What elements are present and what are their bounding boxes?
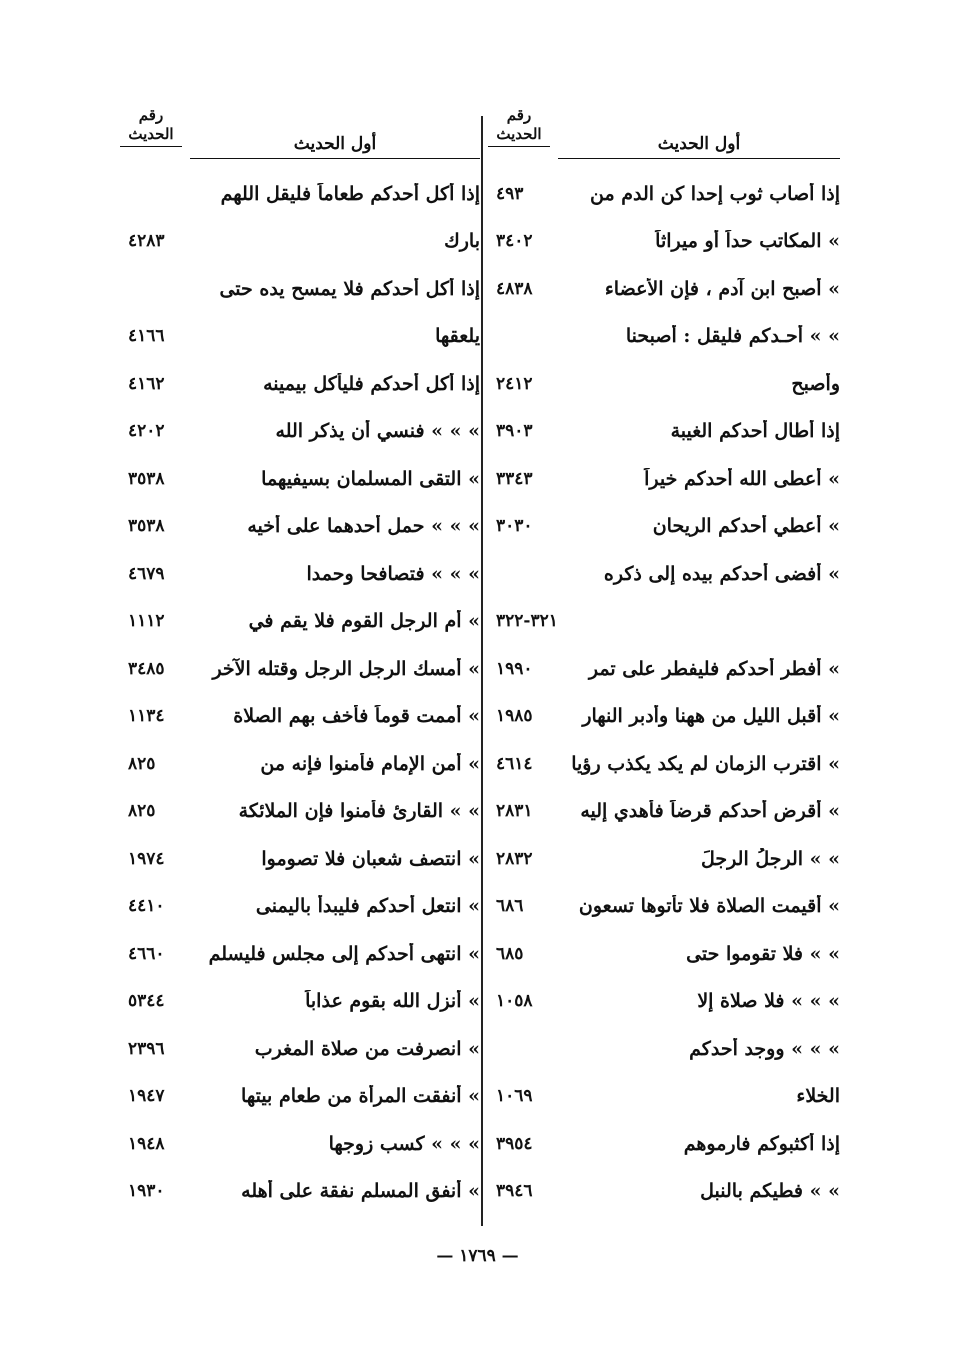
hadith-number: ٣٤٠٢ — [496, 231, 533, 252]
heading-raqm: رقم — [138, 106, 164, 124]
hadith-opening-text: » اقترب الزمان لم يكد يكذب رؤيا — [571, 752, 840, 775]
hadith-number: ٨٢٥ — [128, 753, 156, 774]
hadith-number: ٤٢٠٢ — [128, 421, 165, 442]
index-entry — [120, 408, 480, 456]
index-entry — [120, 693, 480, 741]
index-entry — [120, 360, 480, 408]
hadith-opening-text: » » الرجلُ الرجلَ — [701, 847, 840, 870]
hadith-number-heading — [120, 106, 182, 147]
index-entry — [120, 170, 480, 218]
hadith-number-heading — [488, 106, 550, 147]
hadith-opening-text: » انتهى أحدكم إلى مجلس فليسلم — [208, 942, 480, 965]
index-entry — [488, 598, 840, 646]
hadith-number: ٣٩٥٤ — [496, 1133, 533, 1154]
index-entry — [488, 455, 840, 503]
index-entry — [120, 835, 480, 883]
index-entry — [488, 1073, 840, 1121]
hadith-number: ٤١٦٢ — [128, 373, 165, 394]
hadith-opening-text: » أقبل الليل من ههنا وأدبر النهار — [582, 705, 840, 728]
hadith-opening-text: » أنزل الله بقوم عذاباً — [305, 990, 480, 1013]
index-entry — [488, 740, 840, 788]
hadith-number: ٣٩٤٦ — [496, 1181, 533, 1202]
index-entry — [488, 930, 840, 978]
index-entry — [120, 503, 480, 551]
hadith-number: ٢٨٣٢ — [496, 848, 533, 869]
hadith-number: ٨٢٥ — [128, 801, 156, 822]
index-entry — [488, 360, 840, 408]
index-entry — [488, 313, 840, 361]
hadith-opening-text: إذا أطال أحدكم الغيبة — [670, 420, 840, 443]
index-entry — [120, 598, 480, 646]
hadith-opening-text: » أقيمت الصلاة فلا تأتوها تسعون — [578, 895, 840, 918]
index-entry — [120, 313, 480, 361]
heading-hadith: الحديث — [488, 125, 550, 147]
hadith-start-heading: أول الحديث — [190, 134, 480, 159]
left-column — [120, 100, 480, 1215]
right-column — [488, 100, 840, 1215]
hadith-number: ١٠٥٨ — [496, 991, 533, 1012]
index-entry — [488, 265, 840, 313]
hadith-opening-text: » أمسك الرجل الرجل وقتله الآخر — [212, 657, 480, 680]
index-entry — [488, 1120, 840, 1168]
hadith-number: ٣٤٨٥ — [128, 658, 165, 679]
hadith-opening-text: » أفطر أحدكم فليفطر على تمر — [588, 657, 840, 680]
index-entry — [488, 883, 840, 931]
hadith-opening-text: » أمن الإمام فأمنوا فإنه من — [260, 752, 480, 775]
hadith-number: ٤٦٦٠ — [128, 943, 165, 964]
hadith-opening-text: » أنفقت المرأة من طعام بيتها — [241, 1085, 480, 1108]
index-entry — [120, 740, 480, 788]
index-entry — [120, 1025, 480, 1073]
index-entry — [488, 788, 840, 836]
hadith-number: ٢٤١٢ — [496, 373, 533, 394]
hadith-number: ١٩٧٤ — [128, 848, 165, 869]
hadith-opening-text: » أفضى أحدكم بيده إلى ذكره — [603, 562, 840, 585]
hadith-number: ١٩٩٠ — [496, 658, 533, 679]
hadith-opening-text: إذا أصاب ثوب إحدا كن الدم من — [589, 182, 840, 205]
index-entry — [120, 455, 480, 503]
hadith-number: ٣٣٤٣ — [496, 468, 533, 489]
hadith-opening-text: يلعقها — [435, 325, 480, 348]
hadith-opening-text: » انتعل أحدكم فليبدأ باليمنى — [255, 895, 480, 918]
hadith-start-heading: أول الحديث — [558, 134, 840, 159]
hadith-opening-text: » » القارئ فأمنوا فإن الملائكة — [238, 800, 480, 823]
index-entry — [120, 883, 480, 931]
hadith-opening-text: » التقى المسلمان بسيفيهما — [261, 467, 480, 490]
hadith-number: ٤٨٣٨ — [496, 278, 533, 299]
page-number: — ١٧٦٩ — — [436, 1246, 519, 1266]
hadith-number: ١٩٨٥ — [496, 706, 533, 727]
hadith-number: ٣٥٣٨ — [128, 468, 165, 489]
hadith-number: ١٩٤٧ — [128, 1086, 165, 1107]
hadith-number: ٤٩٣ — [496, 183, 524, 204]
hadith-number: ١٠٦٩ — [496, 1086, 533, 1107]
hadith-opening-text: » انتصف شعبان فلا تصوموا — [261, 847, 480, 870]
index-entry — [488, 218, 840, 266]
index-entry — [120, 550, 480, 598]
hadith-opening-text: » أعطي أحدكم الريحان — [652, 515, 840, 538]
hadith-number: ٣٥٣٨ — [128, 516, 165, 537]
heading-raqm: رقم — [506, 106, 532, 124]
index-entry — [488, 170, 840, 218]
hadith-opening-text: بارك — [444, 230, 480, 253]
hadith-opening-text: » » » ووجد أحدكم — [689, 1037, 840, 1060]
hadith-opening-text: » » » فلا صلاة إلا — [697, 990, 840, 1013]
index-entry — [488, 503, 840, 551]
hadith-number: ٢٨٣١ — [496, 801, 533, 822]
right-column-header — [488, 100, 840, 170]
hadith-number: ٢٣٩٦ — [128, 1038, 165, 1059]
hadith-opening-text: » » » كسب زوجها — [328, 1132, 480, 1155]
hadith-number: ٤٦١٤ — [496, 753, 533, 774]
hadith-number: ١٩٤٨ — [128, 1133, 165, 1154]
hadith-opening-text: » أممت قوماً فأخف بهم الصلاة — [233, 705, 480, 728]
hadith-number: ٣٩٠٣ — [496, 421, 533, 442]
hadith-number: ٤٤١٠ — [128, 896, 165, 917]
hadith-opening-text: الخلاء — [796, 1085, 840, 1108]
index-entry — [120, 978, 480, 1026]
index-entry — [488, 1168, 840, 1216]
hadith-opening-text: » أنفق المسلم نفقة على أهله — [241, 1180, 480, 1203]
index-entry — [120, 1120, 480, 1168]
left-column-header — [120, 100, 480, 170]
hadith-number: ٦٨٥ — [496, 943, 524, 964]
hadith-opening-text: إذا أكل أحدكم طعاماً فليقل اللهم — [220, 182, 480, 205]
hadith-number: ٣٢١-٣٢٢ — [496, 611, 558, 632]
hadith-number: ١١١٢ — [128, 611, 165, 632]
hadith-number: ٤١٦٦ — [128, 326, 165, 347]
column-divider — [481, 116, 483, 1226]
hadith-opening-text: » انصرفت من صلاة المغرب — [254, 1037, 480, 1060]
index-entry — [488, 693, 840, 741]
hadith-opening-text: » » » حمل أحدهما على أخيه — [247, 515, 480, 538]
hadith-number: ٥٣٤٤ — [128, 991, 165, 1012]
hadith-opening-text: » » » فنسي أن يذكر الله — [275, 420, 480, 443]
hadith-number: ٤٦٧٩ — [128, 563, 165, 584]
hadith-number: ٦٨٦ — [496, 896, 524, 917]
hadith-opening-text: » أقرض أحدكم قرضاً فأهدي إليه — [580, 800, 840, 823]
hadith-opening-text: إذا أكل أحدكم فلا يمسح يده حتى — [219, 277, 480, 300]
index-entry — [120, 930, 480, 978]
hadith-opening-text: » » أحـدكم فليقل : أصبحنا — [625, 325, 840, 348]
index-entry — [120, 218, 480, 266]
index-entry — [488, 1025, 840, 1073]
heading-hadith: الحديث — [120, 125, 182, 147]
right-entries — [488, 170, 840, 1215]
index-entry — [488, 550, 840, 598]
index-entry — [488, 408, 840, 456]
hadith-opening-text: إذا أكثبوكم فارموهم — [683, 1132, 840, 1155]
index-entry — [488, 978, 840, 1026]
hadith-opening-text: وأصبح — [791, 372, 840, 395]
hadith-number: ٣٠٣٠ — [496, 516, 533, 537]
index-entry — [120, 788, 480, 836]
hadith-opening-text: » » فطيكم بالنبل — [700, 1180, 840, 1203]
hadith-opening-text: » أصبح ابن آدم ، فإن الأعضاء — [604, 277, 840, 300]
index-entry — [120, 1168, 480, 1216]
hadith-opening-text: إذا أكل أحدكم فليأكل بيمينه — [263, 372, 480, 395]
index-entry — [120, 645, 480, 693]
hadith-number: ٤٢٨٣ — [128, 231, 165, 252]
hadith-opening-text: » » فلا تقوموا حتى — [686, 942, 840, 965]
index-entry — [488, 645, 840, 693]
hadith-opening-text: » » » فتصافحا وحمدا — [306, 562, 480, 585]
hadith-number: ١٩٣٠ — [128, 1181, 165, 1202]
hadith-opening-text: » أم الرجل القوم فلا يقم في — [248, 610, 480, 633]
index-entry — [488, 835, 840, 883]
left-entries — [120, 170, 480, 1215]
index-entry — [120, 1073, 480, 1121]
hadith-opening-text: » أعطى الله أحدكم خيراً — [644, 467, 840, 490]
index-entry — [120, 265, 480, 313]
hadith-number: ١١٣٤ — [128, 706, 165, 727]
hadith-opening-text: » المكاتب حداً أو ميراثاً — [655, 230, 840, 253]
